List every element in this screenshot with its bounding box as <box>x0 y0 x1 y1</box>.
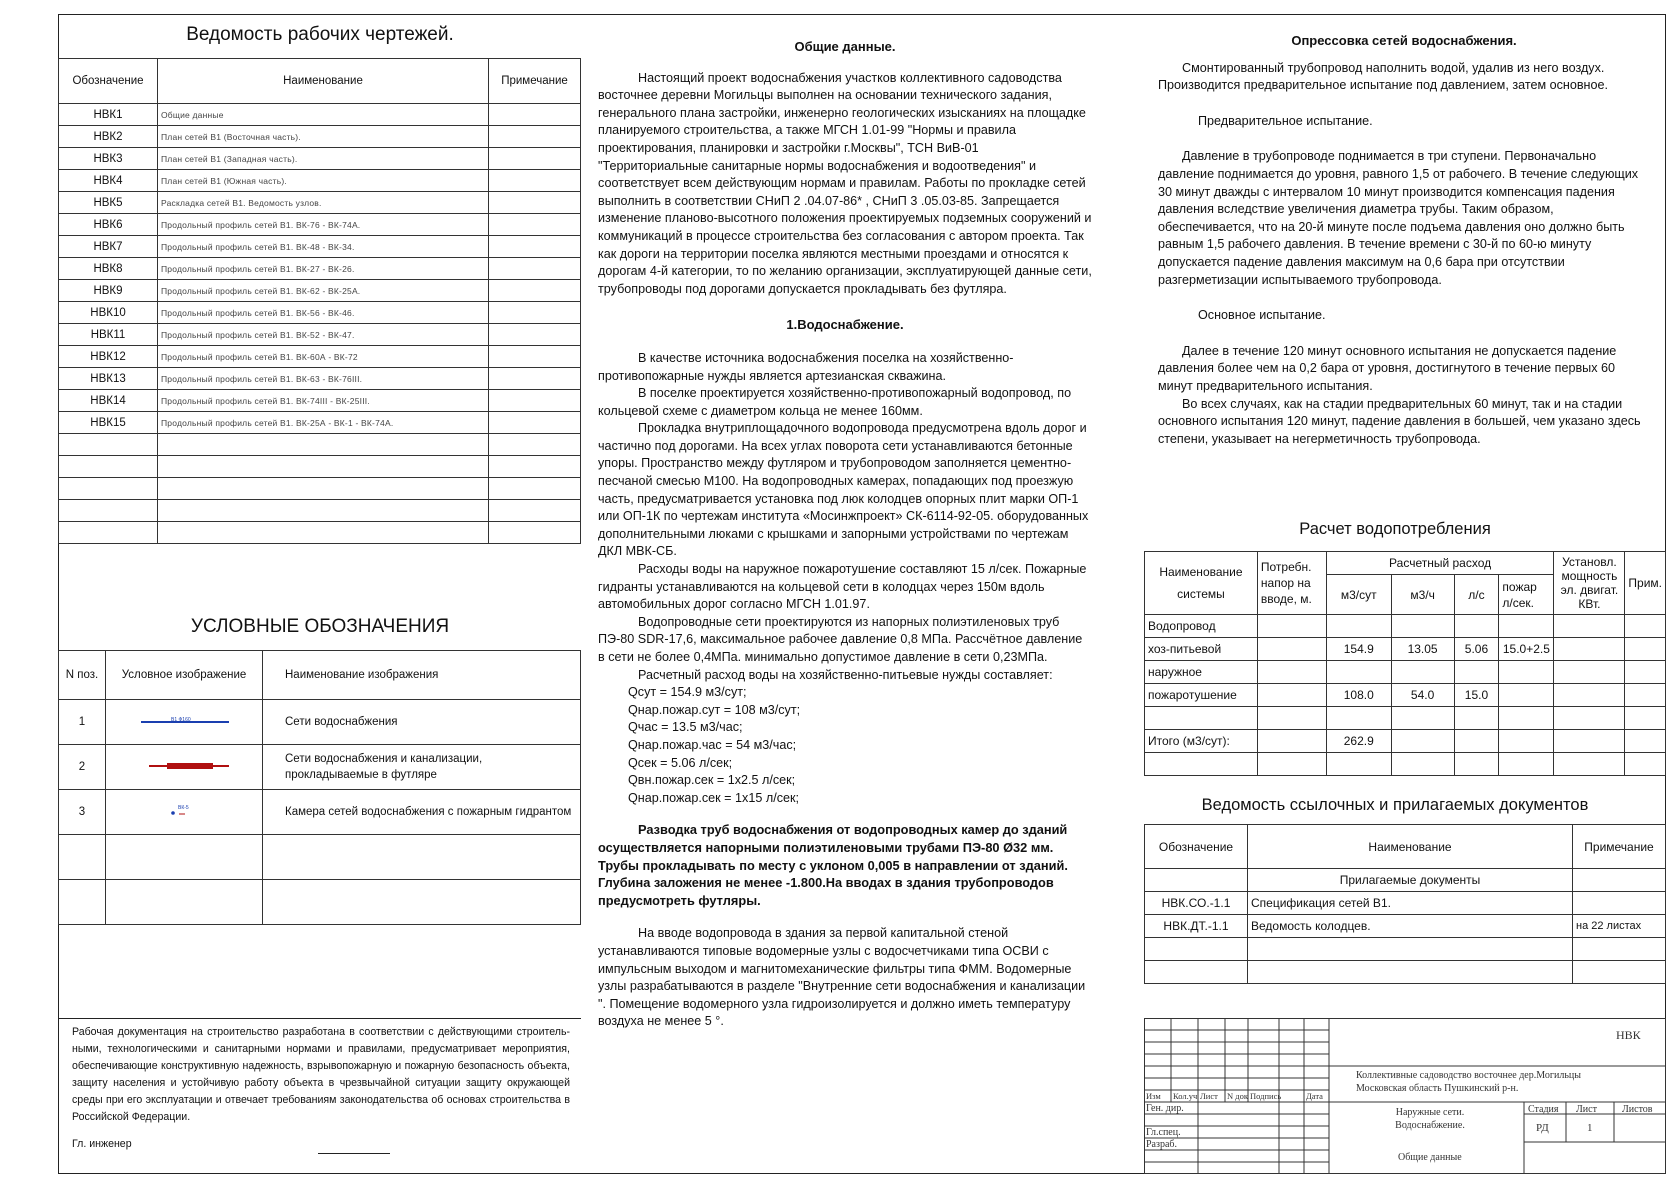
calc-row <box>1145 707 1666 730</box>
drawing-code: НВК7 <box>59 236 158 258</box>
paragraph-meters: На вводе водопровода в здания за первой капитальной стеной устанавливаются типовые водомерные узлы с водосчетчиками типа ОСВИ с импульсным выходом и магнитомеханические фильтры типа ФММ. Водомерные узлы разрабатываются в разделе "Внутренние сети водоснабжения и канализации ". Помещение водомерного узла гидроизолируется и должно иметь температуру воздуха не менее 5 °. <box>598 926 1086 1029</box>
calc-system-name: Водопровод <box>1145 615 1258 638</box>
paragraph-pipes: Водопроводные сети проектируются из напорных полиэтиленовых труб ПЭ-80 SDR-17,6, максимальное рабочее давление 0,8 МПа. Рассчётное давление в сети не более 0,4МПа. минимально допустимое давление в сети 0,23МПа. <box>598 614 1083 664</box>
drawing-code: НВК15 <box>59 412 158 434</box>
drawing-row <box>59 104 581 126</box>
pressure-test-section <box>1158 32 1650 448</box>
drawing-name: Продольный профиль сетей В1. ВК-76 - ВК-74А. <box>158 214 489 236</box>
hydrant-chamber-symbol-icon <box>109 799 259 823</box>
legend-name: Сети водоснабжения <box>263 700 581 745</box>
drawing-row <box>59 280 581 302</box>
paragraph-branches: Разводка труб водоснабжения от водопроводных камер до зданий осуществляется напорными полиэтиленовыми трубами ПЭ-80 Ø32 мм. Трубы прокладывать по месту с уклоном 0,005 в направлении от зданий. Глубина заложения не менее -1.800.На вводах в здания трубопроводов предусмотреть футляры. <box>598 822 1068 908</box>
drawing-row <box>59 126 581 148</box>
docs-header-note: Примечание <box>1573 825 1666 869</box>
docs-header-designation: Обозначение <box>1145 825 1248 869</box>
flow-formula: Qнар.пожар.сут = 108 м3/сут; <box>628 702 801 717</box>
drawing-code: НВК6 <box>59 214 158 236</box>
drawing-name: План сетей В1 (Южная часть). <box>158 170 489 192</box>
drawing-name: Продольный профиль сетей В1. ВК-52 - ВК-47. <box>158 324 489 346</box>
doc-name: Спецификация сетей В1. <box>1248 892 1573 915</box>
calc-row <box>1145 638 1666 661</box>
docs-row <box>1145 892 1666 915</box>
legend-symbol-label: В1 Ф160 <box>171 716 191 723</box>
drawing-row <box>59 214 581 236</box>
calc-sec <box>1454 707 1499 730</box>
drawing-name: Раскладка сетей В1. Ведомость узлов. <box>158 192 489 214</box>
drawing-row <box>59 192 581 214</box>
drawing-code: НВК9 <box>59 280 158 302</box>
drawings-list-title: Ведомость рабочих чертежей. <box>186 24 454 45</box>
drawing-row <box>59 236 581 258</box>
pressure-paragraph-2: Давление в трубопроводе поднимается в три ступени. Первоначально давление поднимается до уровня, равного 1,5 от рабочего. В течение следующих 30 минут дважды с интервалом 10 минут производится компенсация падения давления вследствие увеличения диаметра трубы. Таким образом, обеспечивается, что на 20-й минуте после подъема давления оно должно быть равным 1,5 рабочего давления. В течение времени с 30-й по 60-ю минуту допускается падение давления максимум на 0,6 бара при отсутствии разгерметизации испытываемого трубопровода. <box>1158 149 1639 287</box>
calc-hour <box>1391 707 1454 730</box>
drawing-name: Продольный профиль сетей В1. ВК-48 - ВК-34. <box>158 236 489 258</box>
stamp-col-doc: N док <box>1227 1091 1248 1101</box>
main-test-heading: Основное испытание. <box>1198 308 1326 323</box>
docs-header-name: Наименование <box>1248 825 1573 869</box>
calc-hour <box>1391 661 1454 684</box>
drawing-code: НВК14 <box>59 390 158 412</box>
sleeve-line-symbol-icon <box>109 756 259 776</box>
calc-day: 262.9 <box>1326 730 1391 753</box>
drawing-name: План сетей В1 (Западная часть). <box>158 148 489 170</box>
stamp-col-change: Изм <box>1146 1091 1161 1101</box>
calc-sec <box>1454 753 1499 776</box>
drawings-list-table <box>58 58 581 544</box>
drawing-code: НВК1 <box>59 104 158 126</box>
drawing-row <box>59 522 581 544</box>
stamp-col-sheet: Лист <box>1200 1091 1218 1101</box>
calc-hour <box>1391 730 1454 753</box>
title-block-stamp <box>1144 1018 1666 1174</box>
calc-header-note: Прим. <box>1625 552 1666 615</box>
calc-day <box>1326 615 1391 638</box>
stamp-object: Наружные сети. Водоснабжение. <box>1395 1107 1465 1131</box>
drawing-name: Продольный профиль сетей В1. ВК-56 - ВК-46. <box>158 302 489 324</box>
legend-title: УСЛОВНЫЕ ОБОЗНАЧЕНИЯ <box>190 616 450 637</box>
calc-header-fire: пожар л/сек. <box>1499 575 1554 615</box>
calc-system-name <box>1145 707 1258 730</box>
calc-day <box>1326 707 1391 730</box>
calc-header-ls: л/с <box>1454 575 1499 615</box>
legend-header-name: Наименование изображения <box>263 651 581 700</box>
preliminary-test-heading: Предварительное испытание. <box>1198 113 1373 128</box>
drawing-row <box>59 368 581 390</box>
col-header-designation: Обозначение <box>59 59 158 104</box>
drawing-row <box>59 412 581 434</box>
calc-sec <box>1454 661 1499 684</box>
calc-hour: 13.05 <box>1391 638 1454 661</box>
calc-header-system: Наименование системы <box>1145 552 1258 615</box>
reference-docs-title: Ведомость ссылочных и прилагаемых документов <box>1201 796 1589 814</box>
drawing-row <box>59 170 581 192</box>
docs-group-attached: Прилагаемые документы <box>1248 869 1573 892</box>
drawing-row <box>59 346 581 368</box>
drawing-name: Продольный профиль сетей В1. ВК-27 - ВК-26. <box>158 258 489 280</box>
legend-symbol-sleeve-line <box>106 745 263 790</box>
drawing-name: Общие данные <box>158 104 489 126</box>
drawing-code: НВК2 <box>59 126 158 148</box>
drawing-name: Продольный профиль сетей В1. ВК-74III - ВК-25III. <box>158 390 489 412</box>
legend-header-pos: N поз. <box>59 651 106 700</box>
paragraph-fire-flow: Расходы воды на наружное пожаротушение составляют 15 л/сек. Пожарные гидранты устанавливаются на кольцевой сети в колодцах через 150м вдоль автомобильных дорог согласно МГСН 1.01.97. <box>598 562 1087 612</box>
legend-name: Сети водоснабжения и канализации, прокладываемые в футляре <box>263 745 581 790</box>
stamp-col-sign: Подпись <box>1250 1091 1282 1101</box>
col-header-name: Наименование <box>158 59 489 104</box>
drawing-code: НВК3 <box>59 148 158 170</box>
stamp-sheets-header: Листов <box>1622 1104 1653 1115</box>
flow-formula: Qвн.пожар.сек = 1x2.5 л/сек; <box>628 773 796 788</box>
stamp-role-developer: Разраб. <box>1146 1139 1177 1150</box>
calc-header-head: Потребн. напор на вводе, м. <box>1257 552 1326 615</box>
calc-day: 154.9 <box>1326 638 1391 661</box>
stamp-code: НВК <box>1616 1028 1641 1042</box>
calc-hour <box>1391 753 1454 776</box>
water-consumption-title: Расчет водопотребления <box>1299 520 1491 538</box>
pressure-paragraph-1: Смонтированный трубопровод наполнить водой, удалив из него воздух. Производится предварительное испытание под давлением, затем основное. <box>1158 60 1609 93</box>
calc-hour: 54.0 <box>1391 684 1454 707</box>
flow-formula: Qсек = 5.06 л/сек; <box>628 755 733 770</box>
stamp-role-specialist: Гл.спец. <box>1146 1127 1181 1138</box>
docs-row <box>1145 915 1666 938</box>
flow-formula: Qчас = 13.5 м3/час; <box>628 720 743 735</box>
stamp-grid <box>1144 1018 1666 1174</box>
calc-header-flow: Расчетный расход <box>1326 552 1554 575</box>
pressure-test-title: Опрессовка сетей водоснабжения. <box>1291 33 1517 48</box>
calc-hour <box>1391 615 1454 638</box>
flow-formula: Qсут = 154.9 м3/сут; <box>628 685 747 700</box>
doc-name: Ведомость колодцев. <box>1248 915 1573 938</box>
stamp-stage-value: РД <box>1536 1122 1549 1134</box>
doc-code: НВК.ДТ.-1.1 <box>1145 915 1248 938</box>
calc-system-name: пожаротушение <box>1145 684 1258 707</box>
drawing-row <box>59 324 581 346</box>
calc-fire: 15.0+2.5 <box>1499 638 1554 661</box>
flow-formula: Qнар.пожар.сек = 1x15 л/сек; <box>628 790 799 805</box>
compliance-note: Рабочая документация на строительство разработана в соответствии с действующими строитель-ными, технологическими и санитарными нормами и правилами, предусматривает мероприятия, обеспечивающие конструктивную надежность, взрывопожарную и пожарную безопасность объекта, защиту населения и устойчивую работу объекта в чрезвычайной ситуации защиту окружающей среды при его эксплуатации и отвечает требованиям законодательства об основах строительства в Российской Федерации. <box>72 1026 570 1123</box>
drawing-row <box>59 478 581 500</box>
doc-note: на 22 листах <box>1573 915 1666 938</box>
drawing-row <box>59 258 581 280</box>
general-intro-paragraph: Настоящий проект водоснабжения участков коллективного садоводства восточнее деревни Могильцы выполнен на основании технического задания, генерального плана застройки, инженерно геологических изысканиях на площадке планируемого строительства, а также МГСН 1.01-99 "Нормы и правила проектирования, планировки и застройки г.Москвы", ТСН ВиВ-01 "Территориальные санитарные нормы водоснабжения и водоотведения" и соответствует всем действующим нормам и правилам. Работы по прокладке сетей выполнить в соответствии СНиП 2 .04.07-86* , СНиП 3 .05.03-85. Запрещается изменение планово-высотного положения проектируемых подземных сооружений и коммуникаций в процессе строительства без согласования с автором проекта. Так как дороги на территории поселка являются местными проездами и относятся к дорогам 4-й категории, то по желанию организации, эксплуатирующей данные сети, трубопроводы под дорогами допускается прокладывать без футляра. <box>598 70 1092 296</box>
calc-sec <box>1454 730 1499 753</box>
calc-system-name <box>1145 753 1258 776</box>
calc-day <box>1326 753 1391 776</box>
calc-row <box>1145 684 1666 707</box>
calc-sec: 5.06 <box>1454 638 1499 661</box>
legend-symbol-label: ВК-5 <box>178 804 189 811</box>
paragraph-flow-calc: Расчетный расход воды на хозяйственно-питьевые нужды составляет: <box>638 667 1053 682</box>
legend-pos: 1 <box>59 700 106 745</box>
doc-code: НВК.СО.-1.1 <box>1145 892 1248 915</box>
calc-fire <box>1499 753 1554 776</box>
drawing-code: НВК4 <box>59 170 158 192</box>
calc-fire <box>1499 707 1554 730</box>
flow-formula: Qнар.пожар.час = 54 м3/час; <box>628 737 797 752</box>
calc-row <box>1145 730 1666 753</box>
general-data-title: Общие данные. <box>794 39 896 54</box>
calc-fire <box>1499 615 1554 638</box>
stamp-sheet-value: 1 <box>1587 1122 1593 1134</box>
drawing-name: Продольный профиль сетей В1. ВК-60А - ВК-72 <box>158 346 489 368</box>
water-supply-heading: 1.Водоснабжение. <box>786 317 904 333</box>
drawing-code: НВК10 <box>59 302 158 324</box>
legend-pos: 2 <box>59 745 106 790</box>
paragraph-ring: В поселке проектируется хозяйственно-противопожарный водопровод, по кольцевой схеме с диаметром кольца не менее 160мм. <box>598 386 1072 418</box>
paragraph-laying: Прокладка внутриплощадочного водопровода предусмотрена вдоль дорог и частично под дорогами. На всех углах поворота сети устанавливаются бетонные упоры. Пространство между футляром и трубопроводом заполняется цементно-песчаной смесью М100. На водопроводных камерах, попадающих под проезжую часть, предусматривается установка под люк колодцев опорных плит марки ОП-1 или ОП-1К по чертежам института «Мосинжпроект» СК-6114-92-05. оборудованных дополнительными люками с крышками и запорными устройствами по чертежам ДКЛ МВК-СБ. <box>598 421 1089 559</box>
calc-system-name: наружное <box>1145 661 1258 684</box>
legend-row <box>59 790 581 835</box>
drawing-name: Продольный профиль сетей В1. ВК-62 - ВК-25А. <box>158 280 489 302</box>
calc-header-power: Установл. мощность эл. двигат. КВт. <box>1554 552 1625 615</box>
stamp-drawing-name: Общие данные <box>1398 1152 1462 1163</box>
general-data-section <box>598 38 1092 1031</box>
doc-note <box>1573 892 1666 915</box>
water-consumption-table <box>1144 551 1666 776</box>
drawing-code: НВК8 <box>59 258 158 280</box>
legend-table <box>58 650 581 925</box>
drawing-row <box>59 302 581 324</box>
calc-fire <box>1499 661 1554 684</box>
calc-header-m3-hour: м3/ч <box>1391 575 1454 615</box>
stamp-col-count: Кол.уч <box>1173 1091 1198 1101</box>
drawing-code: НВК12 <box>59 346 158 368</box>
signature-line <box>318 1153 390 1154</box>
calc-row <box>1145 753 1666 776</box>
reference-docs-table <box>1144 824 1666 984</box>
calc-fire <box>1499 684 1554 707</box>
calc-sec <box>1454 615 1499 638</box>
pressure-paragraph-3: Далее в течение 120 минут основного испытания не допускается падение давления более чем на 0,2 бара от уровня, достигнутого в течение первых 60 минут предварительного испытания. <box>1158 343 1617 393</box>
pressure-paragraph-4: Во всех случаях, как на стадии предварительных 60 минут, так и на стадии основного испытания 120 минут, падение давления в большей, чем указано здесь степени, указывает на негерметичность трубопровода. <box>1158 396 1641 446</box>
legend-pos: 3 <box>59 790 106 835</box>
col-header-note: Примечание <box>489 59 581 104</box>
calc-system-name: Итого (м3/сут): <box>1145 730 1258 753</box>
drawing-name: Продольный профиль сетей В1. ВК-63 - ВК-76III. <box>158 368 489 390</box>
stamp-project: Коллективные садоводство восточнее дер.Могильцы Московская область Пушкинский р-н. <box>1356 1070 1581 1094</box>
calc-sec: 15.0 <box>1454 684 1499 707</box>
legend-row <box>59 700 581 745</box>
drawing-row <box>59 148 581 170</box>
chief-engineer-label: Гл. инженер <box>72 1138 132 1150</box>
calc-system-name: хоз-питьевой <box>1145 638 1258 661</box>
drawing-row <box>59 390 581 412</box>
calc-day: 108.0 <box>1326 684 1391 707</box>
legend-symbol-water-line <box>106 700 263 745</box>
legend-symbol-chamber <box>106 790 263 835</box>
calc-header-m3-day: м3/сут <box>1326 575 1391 615</box>
drawing-code: НВК11 <box>59 324 158 346</box>
paragraph-source: В качестве источника водоснабжения поселка на хозяйственно-противопожарные нужды является артезианская скважина. <box>598 350 1014 383</box>
calc-row <box>1145 661 1666 684</box>
legend-name: Камера сетей водоснабжения с пожарным гидрантом <box>263 790 581 835</box>
calc-row <box>1145 615 1666 638</box>
calc-fire <box>1499 730 1554 753</box>
legend-header-symbol: Условное изображение <box>106 651 263 700</box>
drawing-code: НВК13 <box>59 368 158 390</box>
stamp-col-date: Дата <box>1306 1091 1323 1101</box>
water-line-symbol-icon <box>109 711 259 731</box>
stamp-sheet-header: Лист <box>1576 1104 1597 1115</box>
drawing-row <box>59 500 581 522</box>
drawing-code: НВК5 <box>59 192 158 214</box>
stamp-role-director: Ген. дир. <box>1146 1103 1184 1114</box>
drawing-row <box>59 456 581 478</box>
legend-row <box>59 745 581 790</box>
drawing-name: План сетей В1 (Восточная часть). <box>158 126 489 148</box>
stamp-stage-header: Стадия <box>1528 1104 1559 1115</box>
flow-formulas <box>598 684 1092 807</box>
drawing-row <box>59 434 581 456</box>
drawing-name: Продольный профиль сетей В1. ВК-25А - ВК-1 - ВК-74А. <box>158 412 489 434</box>
calc-day <box>1326 661 1391 684</box>
